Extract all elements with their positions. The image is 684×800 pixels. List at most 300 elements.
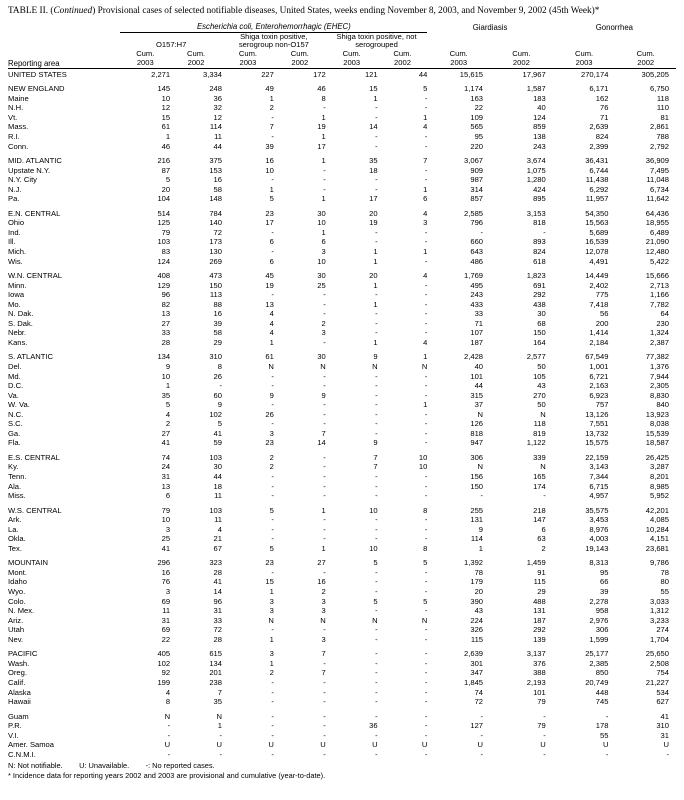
row-area-label: W.N. CENTRAL: [8, 271, 63, 281]
row-area-label: P.R.: [8, 721, 22, 731]
row-value: 16,539: [585, 237, 609, 247]
row-value: -: [323, 749, 326, 759]
row-value: 15: [265, 577, 274, 587]
table-row: [8, 362, 676, 372]
row-value: 859: [533, 122, 546, 132]
row-value: -: [424, 491, 428, 501]
row-value: -: [271, 730, 274, 740]
row-value: 1: [373, 93, 378, 103]
row-value: 125: [157, 218, 171, 228]
subgroup-giardiasis-spacer: [427, 32, 552, 50]
row-value: -: [271, 687, 274, 697]
table-row: [8, 678, 676, 688]
row-value: 20,749: [585, 677, 609, 687]
row-value: 71: [599, 112, 609, 122]
row-value: 25,177: [585, 649, 609, 659]
row-value: 130: [209, 246, 222, 256]
row-value: 63: [537, 534, 546, 544]
row-area-label: Upstate N.Y.: [8, 165, 51, 175]
row-value: 69: [161, 625, 171, 635]
row-value: -: [375, 524, 378, 534]
row-area-label: Kans.: [8, 337, 28, 347]
row-value: 16: [317, 577, 326, 587]
row-value: 113: [209, 290, 222, 300]
row-value: 5,422: [649, 256, 669, 266]
row-value: 947: [470, 438, 484, 448]
row-value: 131: [533, 606, 546, 616]
row-value: 83: [161, 246, 171, 256]
row-value: 2,861: [649, 122, 669, 132]
row-value: 46: [317, 84, 326, 94]
row-value: -: [605, 711, 609, 721]
row-value: 41: [161, 438, 171, 448]
row-value: 2,792: [649, 141, 669, 151]
row-value: 15,539: [645, 428, 669, 438]
row-value: -: [424, 634, 428, 644]
row-value: 6: [165, 491, 171, 501]
row-value: 129: [157, 280, 171, 290]
row-value: -: [375, 184, 378, 194]
row-value: 347: [470, 668, 484, 678]
row-value: 11: [214, 491, 222, 501]
row-value: -: [323, 491, 326, 501]
row-value: 495: [470, 280, 484, 290]
row-value: 121: [364, 69, 378, 79]
row-value: 243: [533, 141, 546, 151]
row-value: 173: [209, 237, 222, 247]
table-row: [8, 731, 676, 741]
row-value: 27: [161, 428, 171, 438]
row-value: 13: [161, 481, 171, 491]
row-value: 745: [595, 697, 609, 707]
title-suffix: ) Provisional cases of selected notifiable diseases, United States, weeks ending November 8, 2003, and November 9, 2002 (45th Week)*: [92, 6, 600, 16]
row-value: 1,280: [526, 175, 546, 185]
row-value: 12: [213, 112, 222, 122]
row-value: 269: [209, 256, 222, 266]
row-value: -: [323, 184, 326, 194]
row-value: -: [271, 227, 274, 237]
row-value: 23: [265, 208, 274, 218]
row-value: 14: [369, 122, 378, 132]
row-value: -: [424, 438, 428, 448]
row-value: 114: [209, 122, 222, 132]
row-value: 18,955: [645, 218, 669, 228]
row-value: 6: [321, 237, 326, 247]
row-value: 55: [660, 587, 669, 597]
row-value: 1: [423, 352, 428, 362]
row-value: 255: [470, 505, 484, 515]
row-value: 46: [161, 141, 171, 151]
row-value: 40: [537, 103, 546, 113]
row-value: -: [424, 534, 428, 544]
row-value: 41: [161, 543, 171, 553]
row-area-label: E.S. CENTRAL: [8, 452, 60, 462]
row-value: 216: [157, 156, 171, 166]
row-value: 1: [321, 194, 326, 204]
row-value: 162: [595, 93, 609, 103]
row-area-label: La.: [8, 524, 19, 534]
row-area-label: V.I.: [8, 730, 19, 740]
row-value: 13,923: [645, 409, 669, 419]
row-value: N: [320, 362, 326, 371]
row-value: -: [375, 227, 378, 237]
row-value: 109: [470, 112, 484, 122]
row-value: 31: [161, 472, 171, 482]
row-value: -: [271, 749, 274, 759]
row-value: 7,782: [649, 299, 669, 309]
row-value: 27: [161, 318, 171, 328]
row-area-label: Ohio: [8, 218, 25, 228]
row-value: 1,122: [526, 438, 546, 448]
row-value: U: [602, 740, 609, 750]
row-value: 114: [470, 534, 484, 544]
row-value: 10: [369, 505, 378, 515]
row-value: 4,491: [589, 256, 609, 266]
row-value: 44: [213, 472, 222, 482]
row-value: 165: [533, 472, 546, 482]
row-value: 4: [165, 409, 171, 419]
row-value: 6,171: [589, 84, 609, 94]
row-value: 3,033: [649, 596, 669, 606]
row-value: 10: [418, 462, 428, 472]
row-area-label: Ariz.: [8, 615, 24, 625]
row-value: -: [424, 256, 428, 266]
row-value: 8,976: [589, 524, 609, 534]
row-value: 72: [213, 227, 222, 237]
table-row: [8, 391, 676, 401]
row-value: 7,944: [649, 371, 669, 381]
row-value: 9: [165, 362, 171, 371]
row-value: 7,418: [589, 299, 609, 309]
row-value: 3: [269, 596, 274, 606]
table-row: [8, 175, 676, 185]
row-value: 757: [595, 400, 609, 410]
row-value: 660: [470, 237, 484, 247]
row-value: 68: [537, 318, 546, 328]
row-value: 43: [474, 606, 484, 616]
row-value: 473: [209, 271, 222, 281]
row-value: 6,489: [649, 227, 669, 237]
row-value: 1,376: [649, 362, 669, 371]
year-label-9: 2003: [575, 57, 593, 67]
row-value: 36,431: [585, 156, 609, 166]
table-row: [8, 534, 676, 544]
row-value: 375: [209, 156, 222, 166]
year-label-3: 2003: [239, 57, 257, 67]
row-value: 80: [660, 577, 669, 587]
row-value: -: [323, 299, 326, 309]
row-value: 78: [660, 567, 669, 577]
row-value: 10,284: [645, 524, 669, 534]
year-label-10: 2002: [637, 57, 655, 67]
row-value: 3: [321, 328, 326, 338]
row-value: 292: [533, 290, 546, 300]
table-row: [8, 166, 676, 176]
row-value: -: [375, 481, 378, 491]
row-value: -: [424, 141, 428, 151]
row-value: 79: [537, 721, 546, 731]
row-value: 1,769: [464, 271, 484, 281]
row-value: 2,713: [649, 280, 669, 290]
row-value: 15,615: [459, 69, 484, 79]
row-value: N: [540, 409, 546, 419]
row-value: 25: [317, 280, 326, 290]
row-value: -: [323, 481, 326, 491]
year-label-1: 2003: [136, 57, 154, 67]
row-value: 13: [161, 309, 171, 319]
row-area-label: MOUNTAIN: [8, 558, 48, 568]
row-value: -: [271, 290, 274, 300]
row-value: -: [271, 721, 274, 731]
row-area-label: Ala.: [8, 481, 22, 491]
row-value: 3,153: [526, 208, 546, 218]
row-value: -: [375, 428, 378, 438]
year-label-4: 2002: [291, 57, 309, 67]
table-row: [8, 544, 676, 554]
table-row: [8, 688, 676, 698]
row-value: 145: [157, 84, 171, 94]
row-area-label: PACIFIC: [8, 649, 38, 659]
row-value: 79: [537, 697, 546, 707]
row-value: 2: [321, 318, 326, 328]
table-row: [8, 525, 676, 535]
row-value: 14: [317, 438, 326, 448]
row-value: -: [271, 677, 274, 687]
row-value: 134: [157, 352, 171, 362]
row-value: 315: [470, 390, 484, 400]
row-value: 31: [161, 615, 171, 625]
row-value: 58: [213, 328, 222, 338]
table-row: [8, 659, 676, 669]
row-value: U: [372, 740, 378, 750]
row-value: 31: [213, 606, 222, 616]
row-value: 19,143: [585, 543, 609, 553]
cum-label-2: Cum.: [186, 49, 206, 59]
cum-label-3: Cum.: [238, 49, 258, 59]
row-value: 41: [213, 428, 222, 438]
row-value: 163: [470, 93, 484, 103]
row-value: 201: [209, 668, 222, 678]
row-value: -: [375, 409, 378, 419]
row-value: 227: [261, 69, 274, 79]
row-value: 1: [373, 299, 378, 309]
row-value: 118: [656, 93, 669, 103]
row-value: -: [375, 131, 378, 141]
row-value: 306: [595, 625, 609, 635]
row-area-label: N. Mex.: [8, 606, 35, 616]
row-value: -: [424, 409, 428, 419]
row-value: 408: [157, 271, 171, 281]
row-value: 390: [470, 596, 484, 606]
row-value: 6,292: [589, 184, 609, 194]
row-value: N: [477, 462, 484, 472]
row-value: 178: [595, 721, 609, 731]
row-value: 448: [595, 687, 609, 697]
table-row: [8, 721, 676, 731]
row-value: 7,344: [589, 472, 609, 482]
row-value: -: [323, 515, 326, 525]
row-value: 376: [533, 658, 546, 668]
row-value: 115: [533, 577, 546, 587]
table-row: [8, 697, 676, 707]
table-row: [8, 587, 676, 597]
row-value: 3,233: [649, 615, 669, 625]
row-value: -: [424, 175, 428, 185]
row-value: 2,976: [589, 615, 609, 625]
row-value: 199: [157, 677, 171, 687]
row-value: 2,639: [464, 649, 484, 659]
row-value: -: [271, 711, 274, 721]
table-row: [8, 209, 676, 219]
row-value: 59: [213, 438, 222, 448]
row-value: 15,575: [585, 438, 609, 448]
row-value: -: [323, 381, 326, 391]
row-value: 6: [541, 524, 546, 534]
row-area-label: Del.: [8, 362, 22, 371]
row-value: -: [375, 381, 378, 391]
row-value: 18,587: [645, 438, 669, 448]
row-value: 23: [265, 558, 274, 568]
row-value: 4,003: [589, 534, 609, 544]
row-value: 3: [269, 606, 274, 616]
row-area-label: Mo.: [8, 299, 21, 309]
row-value: 4: [423, 271, 428, 281]
row-value: -: [424, 687, 428, 697]
row-value: -: [323, 337, 326, 347]
row-value: -: [375, 390, 378, 400]
row-value: 22: [474, 103, 484, 113]
row-value: 172: [313, 69, 326, 79]
row-value: 10: [418, 452, 428, 462]
row-value: 92: [161, 668, 171, 678]
row-value: -: [323, 309, 326, 319]
row-value: 424: [533, 184, 546, 194]
row-value: 17: [317, 141, 326, 151]
row-value: 8,313: [589, 558, 609, 568]
row-area-label: Wis.: [8, 256, 23, 266]
row-area-label: Iowa: [8, 290, 25, 300]
row-value: N: [268, 362, 274, 371]
row-value: 13,126: [585, 409, 609, 419]
row-value: -: [424, 318, 428, 328]
row-value: -: [323, 658, 326, 668]
row-value: -: [271, 481, 274, 491]
row-value: 2,399: [589, 141, 609, 151]
row-value: 5: [269, 505, 274, 515]
table-row: [8, 257, 676, 267]
row-value: -: [605, 749, 609, 759]
row-value: -: [480, 730, 484, 740]
row-value: 4: [217, 524, 222, 534]
table-row: [8, 381, 676, 391]
row-value: -: [424, 309, 428, 319]
row-value: N: [268, 615, 274, 625]
table-row: [8, 113, 676, 123]
row-value: 2: [541, 543, 546, 553]
table-row: [8, 156, 676, 166]
table-row: [8, 228, 676, 238]
row-value: -: [271, 491, 274, 501]
row-value: 30: [213, 462, 222, 472]
row-value: -: [375, 141, 378, 151]
row-value: -: [323, 524, 326, 534]
row-value: 796: [470, 218, 484, 228]
row-value: 270,174: [580, 69, 609, 79]
row-value: 3: [269, 428, 274, 438]
row-value: -: [375, 730, 378, 740]
row-value: 1: [321, 131, 326, 141]
row-area-label: Tex.: [8, 543, 22, 553]
row-value: 618: [533, 256, 546, 266]
row-value: 58: [213, 184, 222, 194]
table-row: [8, 568, 676, 578]
row-value: -: [271, 400, 274, 410]
row-value: 4: [165, 687, 171, 697]
row-value: 5: [423, 596, 428, 606]
row-value: 39: [213, 318, 222, 328]
row-area-label: E.N. CENTRAL: [8, 208, 61, 218]
subgroup-gonorrhea-spacer: [553, 32, 676, 50]
row-value: 17: [369, 194, 378, 204]
row-value: 1: [269, 587, 274, 597]
row-area-label: Ill.: [8, 237, 16, 247]
row-value: 11,957: [585, 194, 609, 204]
table-header: [8, 22, 676, 70]
row-value: -: [666, 749, 669, 759]
row-value: 14,449: [585, 271, 609, 281]
row-value: -: [424, 237, 428, 247]
cum-label-7: Cum.: [449, 49, 468, 59]
table-row: [8, 300, 676, 310]
row-value: -: [424, 381, 428, 391]
table-row: [8, 185, 676, 195]
row-value: -: [424, 227, 428, 237]
cum-label-1: Cum.: [136, 49, 155, 59]
row-value: 150: [209, 280, 222, 290]
row-area-label: Ga.: [8, 428, 21, 438]
row-value: -: [271, 524, 274, 534]
row-value: -: [375, 668, 378, 678]
row-value: -: [323, 697, 326, 707]
row-value: 7: [321, 649, 326, 659]
row-value: 2,428: [464, 352, 484, 362]
row-value: 2: [269, 103, 274, 113]
row-value: 71: [474, 318, 484, 328]
row-value: -: [375, 103, 378, 113]
table-row: [8, 597, 676, 607]
row-value: 10: [317, 218, 326, 228]
row-value: 8: [321, 93, 326, 103]
row-value: -: [424, 280, 428, 290]
row-value: 55: [599, 730, 609, 740]
row-value: 958: [595, 606, 609, 616]
row-value: 16: [213, 175, 222, 185]
row-area-label: Oreg.: [8, 668, 27, 678]
row-value: U: [477, 740, 484, 750]
row-value: 643: [470, 246, 484, 256]
row-value: 35: [369, 156, 378, 166]
row-value: 4: [423, 208, 428, 218]
table-row: [8, 616, 676, 626]
row-value: 23,681: [645, 543, 669, 553]
row-value: 104: [157, 194, 171, 204]
row-value: 1: [269, 337, 274, 347]
row-value: 1: [478, 543, 484, 553]
table-row: [8, 712, 676, 722]
table-row: [8, 372, 676, 382]
cum-label-8: Cum.: [512, 49, 531, 59]
row-value: 8: [165, 697, 171, 707]
